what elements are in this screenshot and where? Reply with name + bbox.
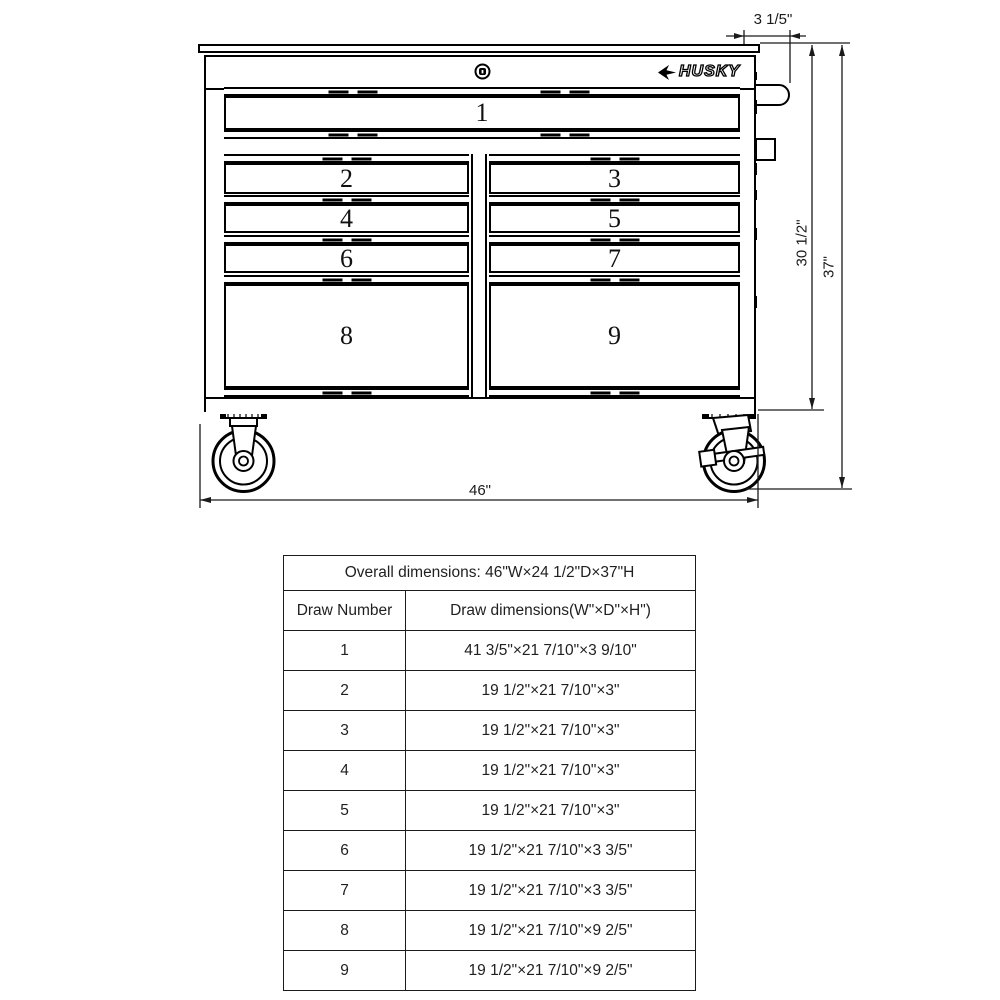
spec-table	[283, 555, 696, 991]
husky-logo-text: HUSKY	[678, 63, 740, 80]
draw-dimensions: 19 1/2"×21 7/10"×3"	[406, 791, 696, 831]
draw-dimensions: 19 1/2"×21 7/10"×3"	[406, 711, 696, 751]
draw-number: 2	[284, 671, 406, 711]
side-bracket	[756, 139, 775, 160]
draw-number: 1	[284, 631, 406, 671]
draw-dimensions: 19 1/2"×21 7/10"×3"	[406, 751, 696, 791]
table-row	[284, 951, 696, 991]
overall-dimensions-text: Overall dimensions: 46"W×24 1/2"D×37"H	[284, 556, 696, 591]
draw-number: 8	[284, 911, 406, 951]
draw-dimensions: 19 1/2"×21 7/10"×3 3/5"	[406, 831, 696, 871]
drawer-9-bottom-edge	[489, 388, 740, 397]
drawer-7-face: 7	[489, 244, 740, 273]
drawer-8-face: 8	[224, 284, 469, 388]
drawer-5-face: 5	[489, 204, 740, 233]
caster-right-icon	[699, 410, 764, 492]
caster-left-icon	[213, 410, 274, 492]
draw-number: 3	[284, 711, 406, 751]
drawer-9-face: 9	[489, 284, 740, 388]
drawer-1-face: 1	[224, 96, 740, 130]
draw-dimensions: 41 3/5"×21 7/10"×3 9/10"	[406, 631, 696, 671]
dim-handle-extension: 3 1/5"	[753, 11, 793, 28]
cabinet-body	[204, 55, 756, 412]
keylock-icon	[474, 63, 491, 80]
drawer-1-bottom-edge	[224, 130, 740, 139]
husky-logo-icon	[658, 65, 676, 80]
drawer-2-face: 2	[224, 163, 469, 194]
husky-logo	[658, 63, 740, 81]
bottom-rail	[206, 397, 754, 414]
draw-dimensions: 19 1/2"×21 7/10"×9 2/5"	[406, 951, 696, 991]
draw-number: 6	[284, 831, 406, 871]
center-divider	[471, 154, 487, 397]
table-row	[284, 831, 696, 871]
draw-dimensions: 19 1/2"×21 7/10"×3 3/5"	[406, 871, 696, 911]
cabinet-header	[206, 57, 754, 90]
drawer-6-face: 6	[224, 244, 469, 273]
drawer-8-bottom-edge	[224, 388, 469, 397]
drawer-3-face: 3	[489, 163, 740, 194]
side-handle	[756, 85, 789, 105]
table-row	[284, 911, 696, 951]
draw-number: 4	[284, 751, 406, 791]
table-row	[284, 791, 696, 831]
table-row	[284, 631, 696, 671]
drawer-8-handle	[224, 275, 469, 284]
draw-dimensions: 19 1/2"×21 7/10"×3"	[406, 671, 696, 711]
drawer-1-handle	[224, 87, 740, 96]
table-row	[284, 751, 696, 791]
drawer-9-handle	[489, 275, 740, 284]
table-row-overall	[284, 556, 696, 591]
dim-body-height: 30 1/2"	[793, 219, 811, 267]
draw-number: 7	[284, 871, 406, 911]
drawer-3-handle	[489, 154, 740, 163]
draw-number: 5	[284, 791, 406, 831]
table-row	[284, 711, 696, 751]
cabinet-top-surface	[198, 44, 760, 53]
dim-overall-height: 37"	[820, 255, 838, 279]
table-header-row	[284, 591, 696, 631]
drawer-2-handle	[224, 154, 469, 163]
dim-overall-width: 46"	[443, 482, 517, 499]
draw-dimensions: 19 1/2"×21 7/10"×9 2/5"	[406, 911, 696, 951]
drawer-4-face: 4	[224, 204, 469, 233]
draw-number: 9	[284, 951, 406, 991]
col-header-draw-number: Draw Number	[284, 591, 406, 631]
col-header-draw-dimensions: Draw dimensions(W"×D"×H")	[406, 591, 696, 631]
table-row	[284, 871, 696, 911]
table-row	[284, 671, 696, 711]
